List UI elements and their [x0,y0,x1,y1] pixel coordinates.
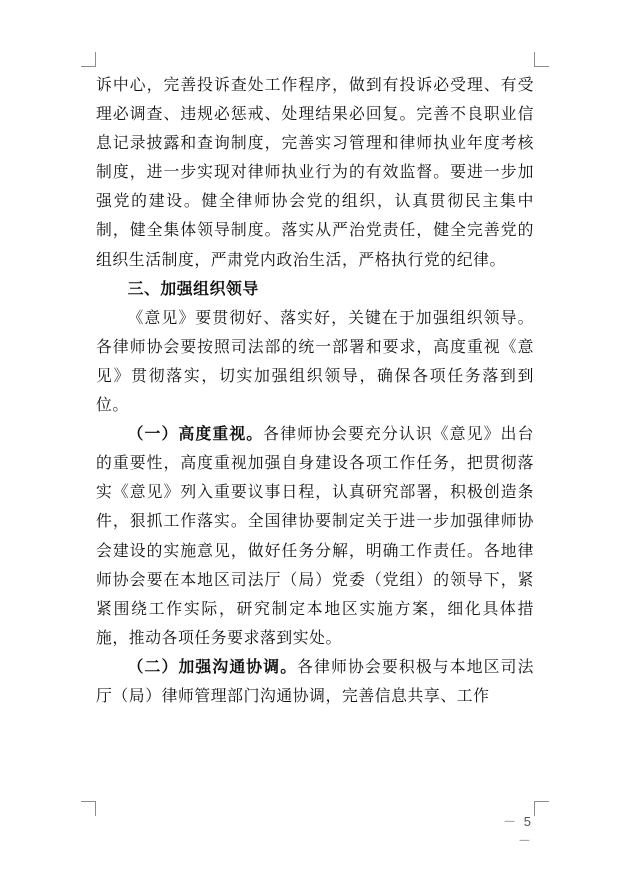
crop-mark-bottom-left [81,801,96,816]
paragraph: 《意见》要贯彻好、落实好，关键在于加强组织领导。各律师协会要按照司法部的统一部署和要求，高度重视《意见》贯彻落实，切实加强组织领导，确保各项任务落到到位。 [96,307,534,415]
crop-mark-bottom-right [534,801,549,816]
page-number: － 5 － [503,814,533,848]
document-body [96,70,534,710]
paragraph-continued: 诉中心，完善投诉查处工作程序，做到有投诉必受理、有受理必调查、违规必惩戒、处理结果必回复。完善不良职业信息记录披露和查询制度，完善实习管理和律师执业年度考核制度，进一步实现对律师执业行为的有效监督。要进一步加强党的建设。健全律师协会党的组织，认真贯彻民主集中制，健全集体领导制度。落实从严治党责任，健全完善党的组织生活制度，严肃党内政治生活，严格执行党的纪律。 [96,75,534,269]
paragraph-subsection-2 [96,652,534,710]
paragraph-subsection-1 [96,419,534,652]
subsection-text: 各律师协会要积极与本地区司法厅（局）律师管理部门沟通协调，完善信息共享、工作 [96,656,534,705]
crop-mark-top-left [81,52,96,67]
subsection-lead: （一）高度重视。 [127,424,264,444]
subsection-text: 各律师协会要充分认识《意见》出台的重要性，高度重视加强自身建设各项工作任务，把贯彻落实《意见》列入重要议事日程，认真研究部署，积极创造条件，狠抓工作落实。全国律协要制定关于进一步加强律师协会建设的实施意见，做好任务分解，明确工作责任。各地律师协会要在本地区司法厅（局）党委（党组）的领导下，紧紧围绕工作实际，研究制定本地区实施方案，细化具体措施，推动各项任务要求落到实处。 [96,424,534,647]
section-heading: 三、加强组织领导 [127,278,259,298]
crop-mark-top-right [534,52,549,67]
subsection-lead: （二）加强沟通协调。 [127,656,298,676]
